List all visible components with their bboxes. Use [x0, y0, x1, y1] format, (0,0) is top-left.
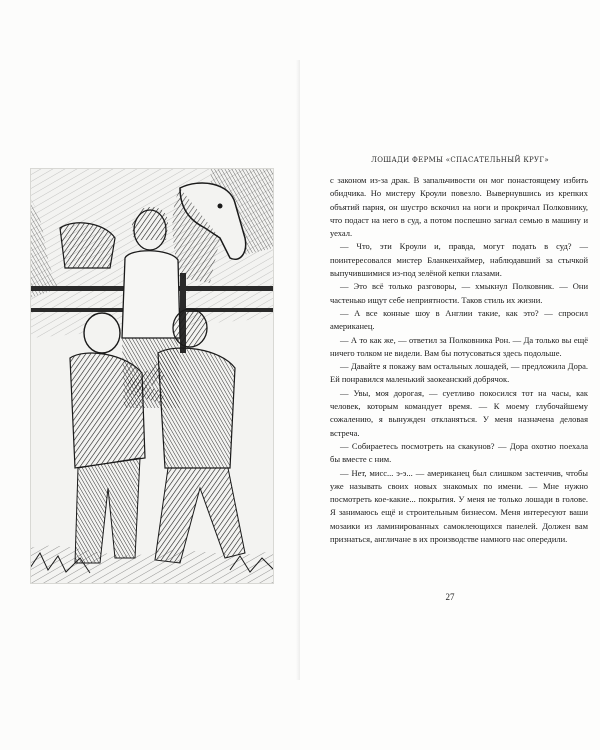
paragraph: — Нет, мисс... э-э... — американец был слишком застенчив, чтобы уже называть своих новых знакомых по имени. — Мне нужно посмотреть кое-какие... покрытия. У меня не только лошади в голове. Я занимаюсь ещё и строительным бизнесом. Меня интересуют ваши мозаики из ламинированных самоклеющихся панелей. Должен вам признаться, англичане в их производстве намного нас опередили.	[330, 467, 588, 545]
paragraph: — Это всё только разговоры, — хмыкнул Полковник. — Они частенько ищут себе неприятности. Таков стиль их жизни.	[330, 281, 588, 305]
paragraph: — Что, эти Кроули и, правда, могут подать в суд? — поинтересовался мистер Бланкенхаймер, наблюдавший за стычкой выпучившимися из-под зелёной кепки глазами.	[330, 241, 588, 279]
paragraph: — Увы, моя дорогая, — суетливо покосился тот на часы, как человек, которым командует время. — К моему глубочайшему сожалению, я вынужден откланяться. У меня назначена деловая встреча.	[330, 387, 588, 438]
body-text	[330, 174, 588, 546]
paragraph: — Давайте я покажу вам остальных лошадей, — предложила Дора. Ей понравился маленький заокеанский добрячок.	[330, 361, 588, 385]
paragraph: — Собираетесь посмотреть на скакунов? — Дора охотно поехала бы вместе с ним.	[330, 440, 588, 465]
running-head: ЛОШАДИ ФЕРМЫ «СПАСАТЕЛЬНЫЙ КРУГ»	[371, 156, 549, 164]
paragraph: — А то как же, — ответил за Полковника Рон. — Да только вы ещё ничего толком не видели. Вам бы потусоваться здесь подольше.	[330, 334, 588, 358]
page-number: 27	[445, 592, 455, 602]
ink-illustration	[30, 168, 274, 584]
illustration-drawing	[30, 168, 274, 584]
paragraph: — А все конные шоу в Англии такие, как это? — спросил американец.	[330, 307, 588, 332]
paragraph: с законом из-за драк. В запальчивости он мог понастоящему избить обидчика. Но мистеру Кроули повезло. Вывернувшись из крепких объятий парня, он шустро вскочил на ноги и прокричал Полковнику, что подаст на него в суд, а потом поспешно загнал семью в машину и уехал.	[330, 175, 588, 239]
